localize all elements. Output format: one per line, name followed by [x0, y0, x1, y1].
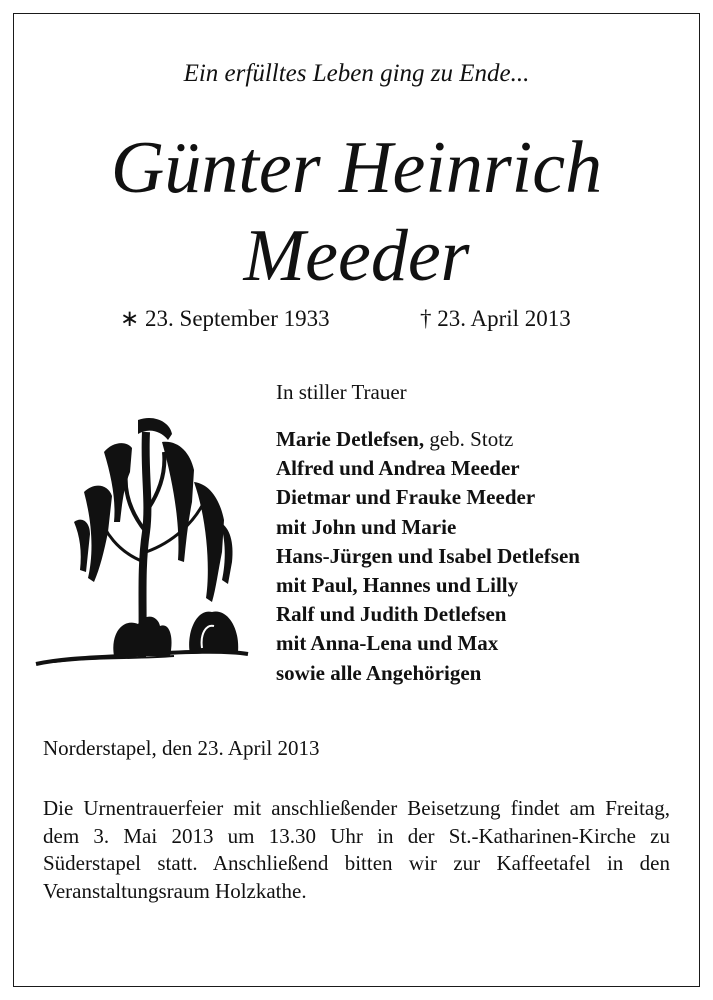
mourner-name: mit Paul, Hannes und Lilly: [276, 573, 519, 598]
list-item: [276, 659, 580, 688]
birch-tree-icon: [34, 412, 250, 682]
list-item: [276, 571, 580, 600]
mourner-name: Marie Detlefsen,: [276, 427, 425, 451]
list-item: [276, 513, 580, 542]
mourner-name: Hans-Jürgen und Isabel Detlefsen: [276, 543, 580, 568]
list-item: [276, 454, 580, 483]
mourners-list: [276, 425, 580, 688]
list-item: [276, 600, 580, 629]
mourner-name: mit John und Marie: [276, 514, 457, 539]
list-item: [276, 542, 580, 571]
mourner-name: Dietmar und Frauke Meeder: [276, 485, 536, 510]
list-item: [276, 629, 580, 658]
list-item: [276, 483, 580, 512]
death-date: † 23. April 2013: [420, 306, 571, 331]
mourning-heading: In stiller Trauer: [276, 380, 407, 404]
mourner-name: sowie alle Angehörigen: [276, 660, 482, 685]
place-and-date: Norderstapel, den 23. April 2013: [43, 736, 320, 760]
deceased-name-line-2: Meeder: [243, 215, 470, 297]
list-item: [276, 425, 580, 454]
mourner-note: geb. Stotz: [424, 427, 514, 451]
birth-date: ∗ 23. September 1933: [120, 306, 330, 331]
mourner-name: Alfred und Andrea Meeder: [276, 456, 520, 481]
intro-line: Ein erfülltes Leben ging zu Ende...: [183, 60, 530, 87]
mourner-name: mit Anna-Lena und Max: [276, 631, 499, 656]
funeral-notice: Die Urnentrauerfeier mit anschließender Beisetzung findet am Freitag, dem 3. Mai 2013 um 13.30 Uhr in der St.-Katharinen-Kirche zu Süderstapel statt. Anschließend bitten wir zur Kaffeetafel in den Veranstaltungsraum Holzkathe.: [43, 796, 670, 903]
deceased-name-line-1: Günter Heinrich: [110, 127, 603, 209]
mourner-name: Ralf und Judith Detlefsen: [276, 602, 507, 627]
